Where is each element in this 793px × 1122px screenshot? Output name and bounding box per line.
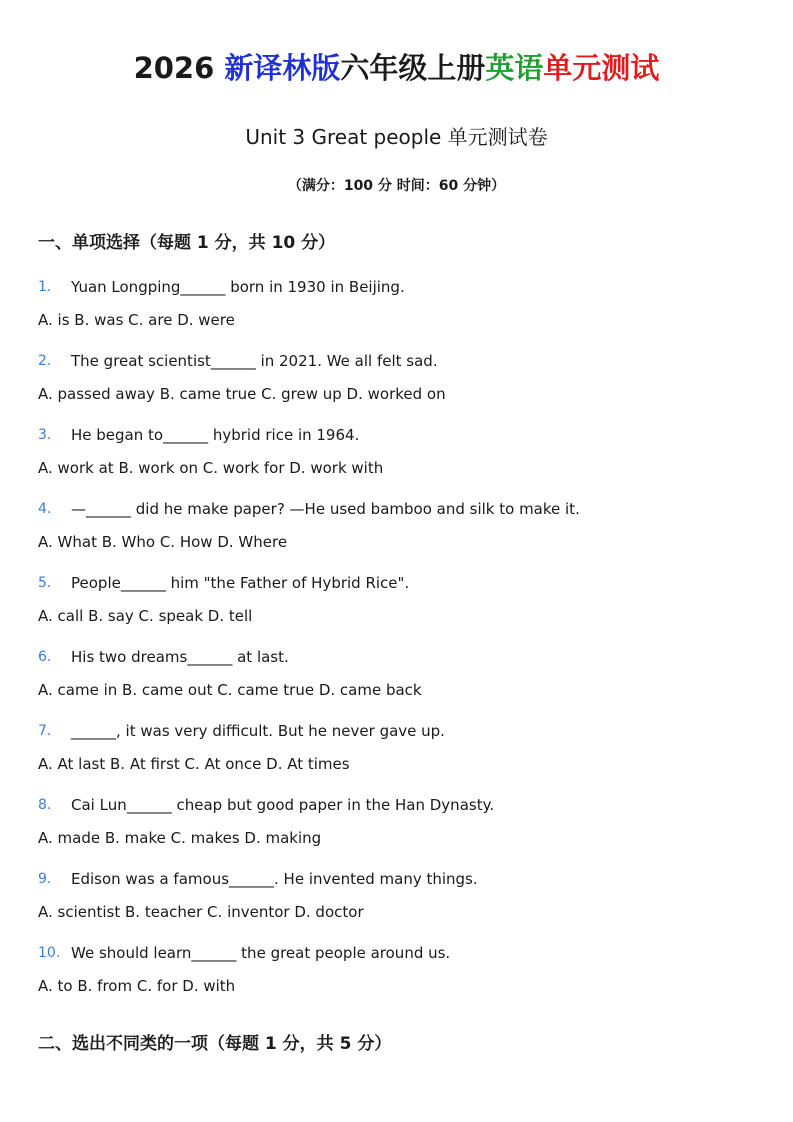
question-text: He began to______ hybrid rice in 1964. [71, 426, 360, 444]
question-4-options: A. What B. Who C. How D. Where [38, 533, 288, 551]
question-number: 7. [38, 723, 52, 739]
title-test: 单元测试 [543, 51, 660, 85]
question-text: ______, it was very difficult. But he never gave up. [71, 722, 445, 740]
question-number: 4. [38, 501, 52, 517]
title-grade: 六年级上册 [340, 51, 486, 85]
question-2-options: A. passed away B. came true C. grew up D. worked on [38, 385, 446, 403]
question-text: —______ did he make paper? —He used bamboo and silk to make it. [71, 500, 580, 518]
question-number: 9. [38, 871, 52, 887]
question-text: Yuan Longping______ born in 1930 in Beijing. [71, 278, 405, 296]
question-text: Edison was a famous______. He invented many things. [71, 870, 478, 888]
question-number: 8. [38, 797, 52, 813]
question-8-options: A. made B. make C. makes D. making [38, 829, 322, 847]
question-text: Cai Lun______ cheap but good paper in the Han Dynasty. [71, 796, 495, 814]
question-text: His two dreams______ at last. [71, 648, 289, 666]
question-7-options: A. At last B. At first C. At once D. At times [38, 755, 350, 773]
question-9-options: A. scientist B. teacher C. inventor D. doctor [38, 903, 364, 921]
title-subject: 英语 [485, 51, 544, 85]
question-text: We should learn______ the great people around us. [71, 944, 451, 962]
question-text: People______ him "the Father of Hybrid Rice". [71, 574, 410, 592]
score-time-info: （满分：100 分 时间：60 分钟） [287, 178, 506, 194]
title-year: 2026 [133, 51, 225, 85]
document-subtitle: Unit 3 Great people 单元测试卷 [245, 125, 548, 149]
question-number: 1. [38, 279, 52, 295]
section-heading-1: 一、单项选择（每题 1 分，共 10 分） [38, 233, 336, 253]
question-text: The great scientist______ in 2021. We all felt sad. [71, 352, 438, 370]
question-10-options: A. to B. from C. for D. with [38, 977, 236, 995]
question-number: 2. [38, 353, 52, 369]
section-heading-2: 二、选出不同类的一项（每题 1 分，共 5 分） [38, 1034, 392, 1054]
question-1-options: A. is B. was C. are D. were [38, 311, 235, 329]
question-5-options: A. call B. say C. speak D. tell [38, 607, 253, 625]
question-number: 3. [38, 427, 52, 443]
question-3-options: A. work at B. work on C. work for D. work with [38, 459, 384, 477]
title-publisher: 新译林版 [224, 51, 341, 85]
document-title [0, 50, 793, 86]
question-number: 10. [38, 945, 61, 961]
question-number: 5. [38, 575, 52, 591]
question-number: 6. [38, 649, 52, 665]
question-6-options: A. came in B. came out C. came true D. came back [38, 681, 422, 699]
